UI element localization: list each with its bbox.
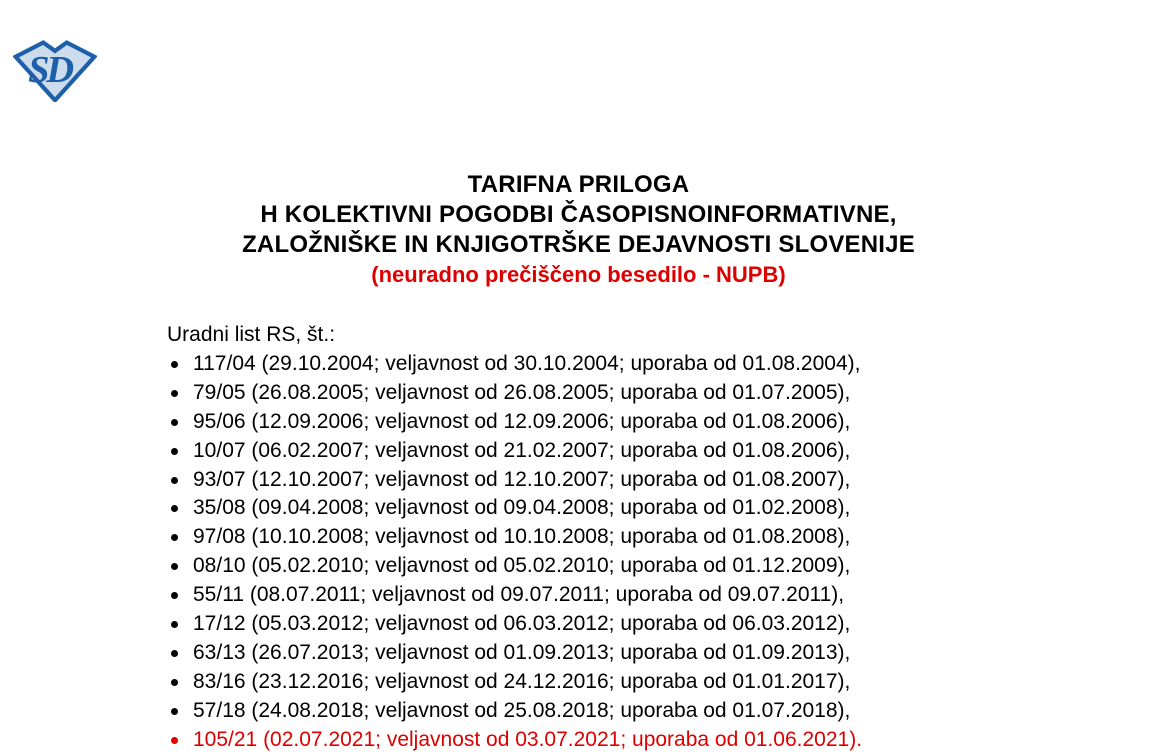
gazette-list-item: 63/13 (26.07.2013; veljavnost od 01.09.2013; uporaba od 01.09.2013), xyxy=(193,639,967,668)
gazette-list-item: 35/08 (09.04.2008; veljavnost od 09.04.2008; uporaba od 01.02.2008), xyxy=(193,494,967,523)
gazette-list-item: 17/12 (05.03.2012; veljavnost od 06.03.2012; uporaba od 06.03.2012), xyxy=(193,610,967,639)
document-title xyxy=(0,170,1157,290)
gazette-list-item: 10/07 (06.02.2007; veljavnost od 21.02.2007; uporaba od 01.08.2006), xyxy=(193,437,967,466)
gazette-list-item-highlighted: 105/21 (02.07.2021; veljavnost od 03.07.2021; uporaba od 01.06.2021). xyxy=(193,726,967,755)
gazette-list xyxy=(167,350,967,755)
gazette-list-item: 79/05 (26.08.2005; veljavnost od 26.08.2005; uporaba od 01.07.2005), xyxy=(193,379,967,408)
title-subtitle: (neuradno prečiščeno besedilo - NUPB) xyxy=(371,262,786,287)
title-line-1: TARIFNA PRILOGA xyxy=(467,171,690,198)
gazette-list-item: 95/06 (12.09.2006; veljavnost od 12.09.2006; uporaba od 01.08.2006), xyxy=(193,408,967,437)
document-body xyxy=(167,321,967,755)
gazette-list-item: 08/10 (05.02.2010; veljavnost od 05.02.2010; uporaba od 01.12.2009), xyxy=(193,552,967,581)
gazette-list-item: 55/11 (08.07.2011; veljavnost od 09.07.2011; uporaba od 09.07.2011), xyxy=(193,581,967,610)
gazette-list-item: 93/07 (12.10.2007; veljavnost od 12.10.2007; uporaba od 01.08.2007), xyxy=(193,466,967,495)
sd-shield-icon xyxy=(13,40,97,102)
title-line-2: H KOLEKTIVNI POGODBI ČASOPISNOINFORMATIVNE, xyxy=(260,201,897,228)
gazette-list-item: 117/04 (29.10.2004; veljavnost od 30.10.2004; uporaba od 01.08.2004), xyxy=(193,350,967,379)
gazette-list-heading: Uradni list RS, št.: xyxy=(167,323,336,346)
gazette-list-item: 97/08 (10.10.2008; veljavnost od 10.10.2008; uporaba od 01.08.2008), xyxy=(193,523,967,552)
logo-monogram: SD xyxy=(28,48,71,91)
title-line-3: ZALOŽNIŠKE IN KNJIGOTRŠKE DEJAVNOSTI SLOVENIJE xyxy=(242,231,915,258)
gazette-list-item: 83/16 (23.12.2016; veljavnost od 24.12.2016; uporaba od 01.01.2017), xyxy=(193,668,967,697)
gazette-list-item: 57/18 (24.08.2018; veljavnost od 25.08.2018; uporaba od 01.07.2018), xyxy=(193,697,967,726)
publisher-logo xyxy=(13,40,97,102)
